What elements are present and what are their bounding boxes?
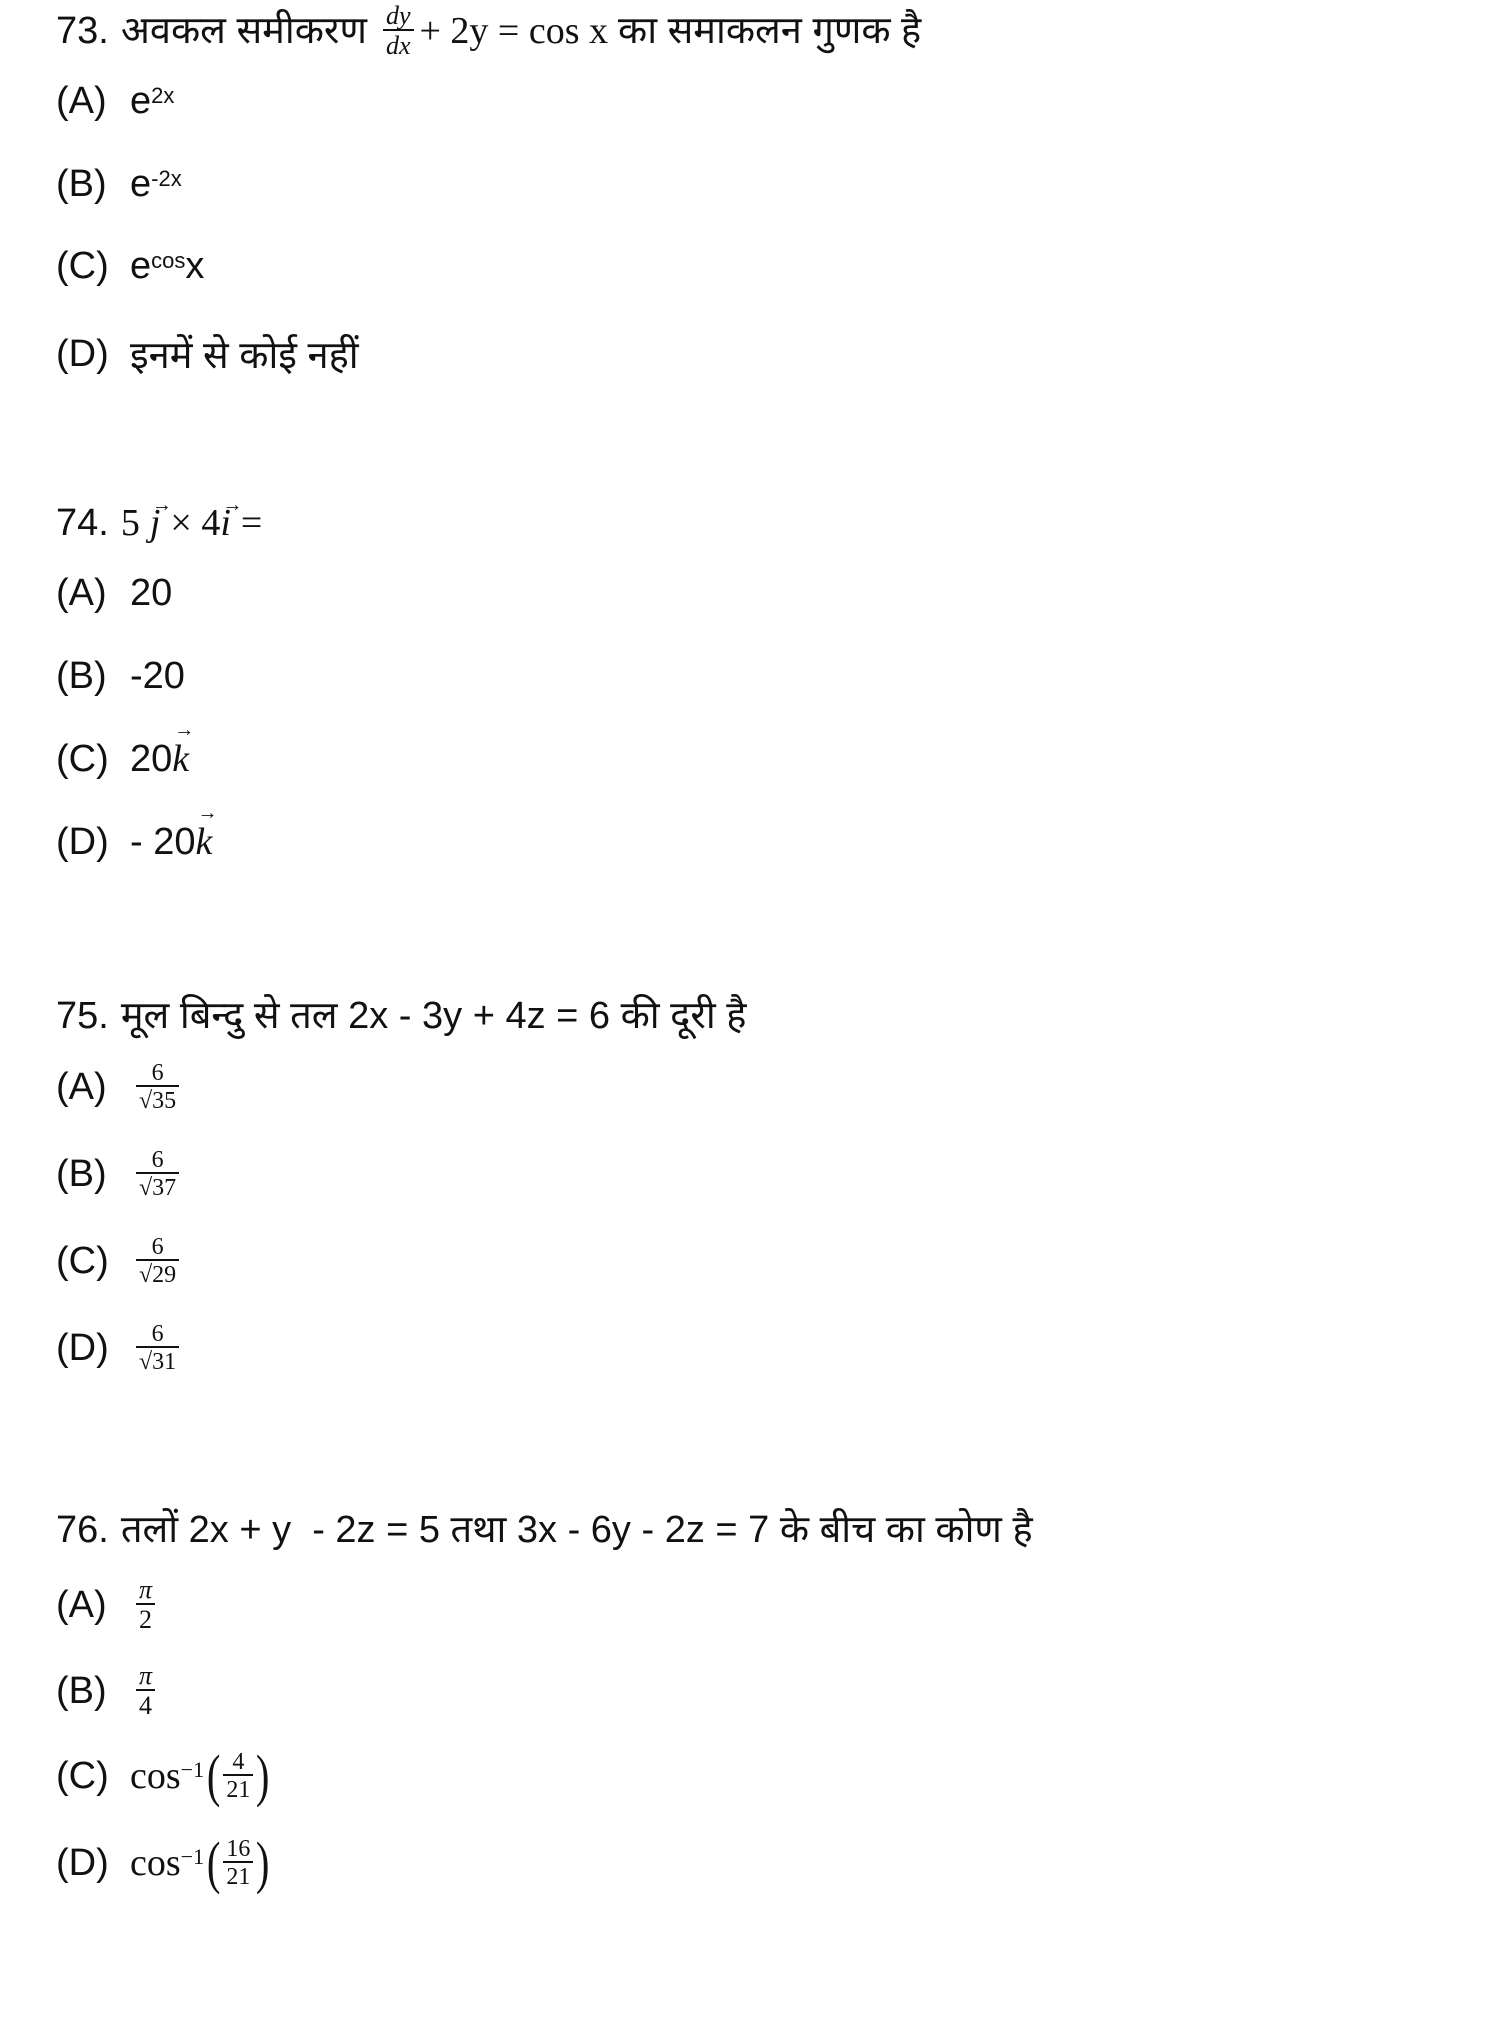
fraction-numerator: 4 — [232, 1749, 245, 1775]
option-c — [56, 1235, 185, 1287]
option-label: (D) — [56, 1841, 109, 1884]
option-label: (D) — [56, 1326, 109, 1369]
option-label: (A) — [56, 1065, 107, 1108]
option-fraction — [223, 1837, 253, 1889]
option-label: (B) — [56, 655, 107, 697]
option-a — [56, 1061, 185, 1113]
option-label: (A) — [56, 80, 107, 122]
option-exponent: 2x — [151, 82, 175, 108]
option-fraction — [136, 1235, 179, 1287]
fraction-numerator: 6 — [151, 1060, 164, 1086]
question-stem — [56, 985, 1476, 1047]
option-post: x — [185, 245, 205, 287]
option-b — [56, 1148, 185, 1200]
fraction-denominator: √29 — [136, 1259, 179, 1287]
fraction-numerator: 6 — [151, 1321, 164, 1347]
unit-vector-k: → k — [172, 737, 189, 781]
left-paren: ( — [206, 1830, 221, 1895]
option-text: 20 — [130, 572, 173, 614]
option-label: (C) — [56, 1754, 109, 1797]
option-label: (A) — [56, 572, 107, 614]
option-a — [56, 1577, 161, 1633]
stem-operator: × 4 — [170, 502, 221, 544]
option-fraction — [136, 1148, 179, 1200]
fraction-denominator: √37 — [136, 1172, 179, 1200]
option-exponent: cos — [151, 247, 186, 273]
option-b — [56, 1663, 161, 1719]
option-fraction — [136, 1577, 155, 1633]
fraction-denominator: dx — [383, 29, 414, 59]
stem-text: का समाकलन गुणक है — [618, 10, 922, 52]
fraction-numerator: 6 — [151, 1234, 164, 1260]
option-text: 20 — [130, 737, 173, 780]
fraction-denominator: 21 — [223, 1861, 253, 1889]
right-paren: ) — [256, 1830, 270, 1895]
option-label: (C) — [56, 245, 109, 287]
derivative-fraction — [383, 3, 414, 59]
option-base: e — [130, 163, 152, 205]
option-text: - 20 — [130, 820, 196, 863]
option-exponent: −1 — [180, 1757, 205, 1782]
question-stem — [56, 1499, 1476, 1561]
question-75 — [56, 985, 1476, 1375]
fraction-denominator: 21 — [223, 1774, 253, 1802]
fraction-denominator: √31 — [136, 1346, 179, 1374]
question-stem — [56, 492, 1476, 554]
question-number: 75. — [56, 995, 109, 1037]
question-number: 74. — [56, 502, 109, 544]
option-text: इनमें से कोई नहीं — [130, 335, 359, 377]
fraction-numerator: 16 — [226, 1836, 251, 1862]
left-paren: ( — [206, 1743, 221, 1808]
option-a — [56, 572, 172, 615]
option-function: cos — [130, 1755, 181, 1797]
stem-equals: = — [240, 502, 263, 544]
option-b — [56, 655, 185, 698]
unit-vector-i: → i — [220, 492, 231, 554]
option-exponent: −1 — [180, 1844, 205, 1869]
right-paren: ) — [256, 1743, 270, 1808]
fraction-denominator: √35 — [136, 1085, 179, 1113]
question-76 — [56, 1499, 1476, 1895]
option-exponent: -2x — [151, 165, 182, 191]
option-d — [56, 820, 212, 864]
option-d — [56, 1830, 273, 1895]
option-c — [56, 245, 204, 288]
question-number: 73. — [56, 10, 109, 52]
unit-vector-j: → j — [150, 492, 161, 554]
fraction-numerator: π — [139, 1661, 153, 1690]
option-label: (D) — [56, 820, 109, 863]
option-function: cos — [130, 1842, 181, 1884]
stem-text: तलों 2x + y - 2z = 5 तथा 3x - 6y - 2z = 7 के बीच का कोण है — [120, 1509, 1033, 1551]
option-b — [56, 163, 182, 206]
fraction-denominator: 2 — [136, 1603, 155, 1633]
option-label: (C) — [56, 1239, 109, 1282]
question-number: 76. — [56, 1509, 109, 1551]
option-a — [56, 80, 174, 123]
option-label: (B) — [56, 1669, 107, 1712]
option-fraction — [136, 1322, 179, 1374]
option-label: (D) — [56, 332, 109, 375]
option-d — [56, 1322, 185, 1374]
option-base: e — [130, 80, 152, 122]
fraction-numerator: π — [139, 1575, 153, 1604]
option-d — [56, 328, 359, 380]
question-74 — [56, 492, 1476, 863]
fraction-denominator: 4 — [136, 1689, 155, 1719]
unit-vector-k: → k — [195, 820, 212, 864]
option-fraction — [136, 1663, 155, 1719]
fraction-numerator: dy — [385, 1, 411, 30]
question-73 — [56, 0, 1476, 377]
stem-math: + 2y = cos x — [419, 10, 609, 52]
stem-text: मूल बिन्दु से तल 2x - 3y + 4z = 6 की दूरी है — [120, 995, 747, 1037]
option-fraction — [223, 1750, 253, 1802]
option-label: (B) — [56, 163, 107, 205]
option-fraction — [136, 1061, 179, 1113]
question-stem — [56, 0, 1476, 62]
stem-coefficient: 5 — [120, 502, 140, 544]
option-base: e — [130, 245, 152, 287]
option-label: (C) — [56, 737, 109, 780]
stem-text: अवकल समीकरण — [120, 10, 367, 52]
option-label: (B) — [56, 1152, 107, 1195]
option-label: (A) — [56, 1583, 107, 1626]
option-c — [56, 1743, 273, 1808]
fraction-numerator: 6 — [151, 1147, 164, 1173]
option-c — [56, 737, 189, 781]
option-text: -20 — [130, 655, 185, 697]
